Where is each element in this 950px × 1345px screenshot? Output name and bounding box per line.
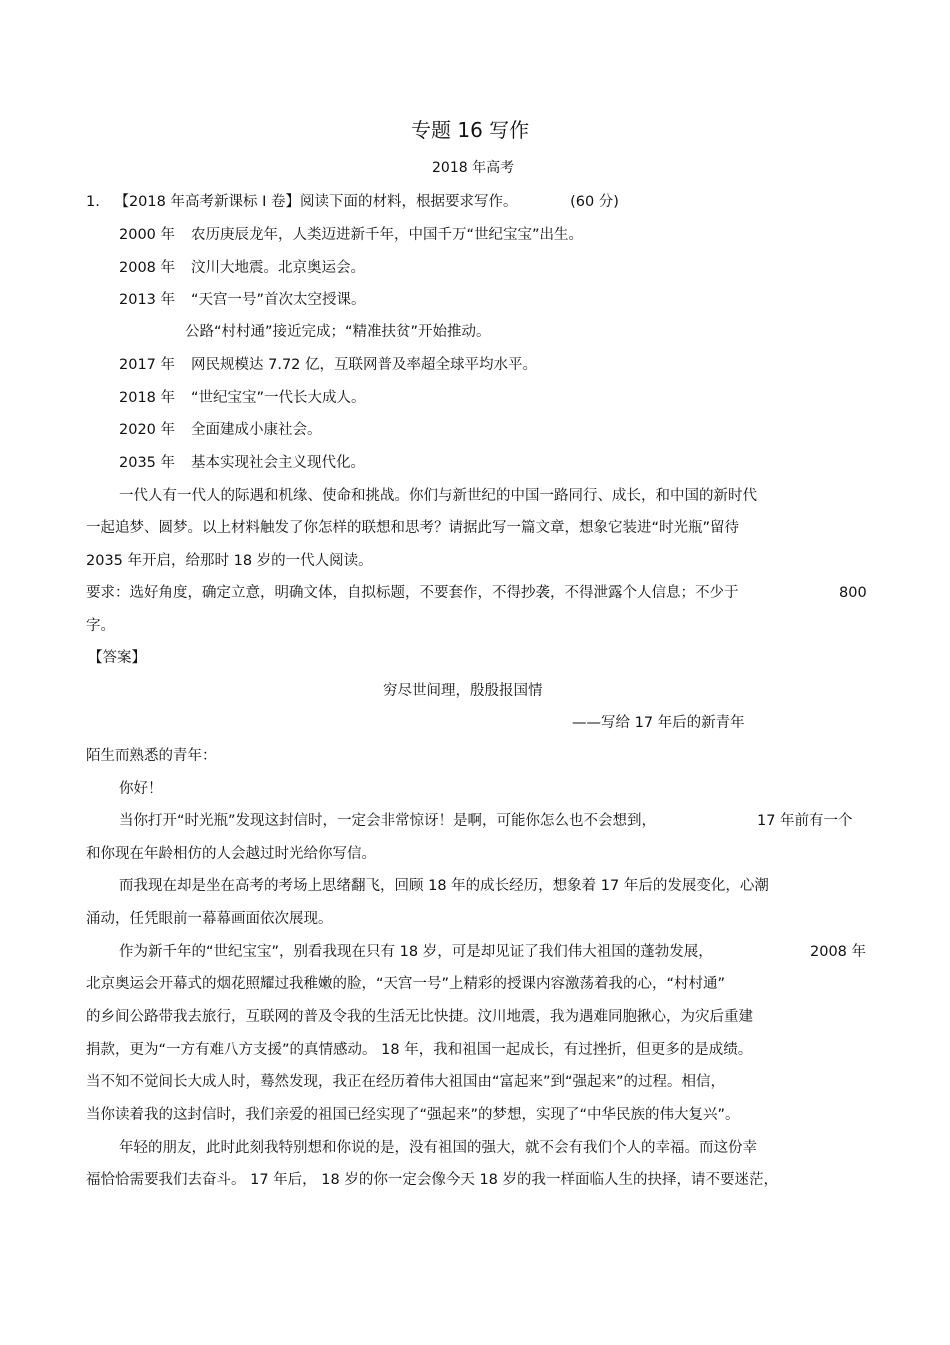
doc-title: 专题 16 写作 xyxy=(411,118,530,142)
essay-line: 当你读着我的这封信时，我们亲爱的祖国已经实现了“强起来”的梦想，实现了“中华民族的伟大复兴”。 xyxy=(86,1107,740,1123)
essay-line: 当不知不觉间长大成人时，蓦然发现，我正在经历着伟大祖国由“富起来”到“强起来”的过程。相信， xyxy=(86,1074,726,1090)
essay-line: 作为新千年的“世纪宝宝”，别看我现在只有 18 岁，可是却见证了我们伟大祖国的蓬勃发展， xyxy=(119,944,713,960)
essay-line-right: 2008 年 xyxy=(810,944,867,960)
essay-line: 福恰恰需要我们去奋斗。 17 年后， 18 岁的你一定会像今天 18 岁的我一样面临人生的抉择，请不要迷茫， xyxy=(86,1172,779,1188)
timeline-item xyxy=(119,388,879,408)
prompt-line: 一起追梦、圆梦。以上材料触发了你怎样的联想和思考？请据此写一篇文章，想象它装进“时光瓶”留待 xyxy=(86,520,740,536)
timeline-item xyxy=(119,290,879,310)
timeline-year: 2018 年 xyxy=(119,390,176,406)
prompt-line: 2035 年开启，给那时 18 岁的一代人阅读。 xyxy=(86,553,373,569)
essay-greeting: 你好！ xyxy=(119,781,163,797)
essay-line: 的乡间公路带我去旅行，互联网的普及令我的生活无比快捷。汶川地震，我为遇难同胞揪心，为灾后重建 xyxy=(86,1009,753,1025)
timeline-text: 全面建成小康社会。 xyxy=(191,422,322,438)
requirement-text: 要求：选好角度，确定立意，明确文体，自拟标题，不要套作，不得抄袭，不得泄露个人信息；不少于 xyxy=(86,585,739,601)
timeline-text: 汶川大地震。北京奥运会。 xyxy=(191,260,365,276)
doc-subtitle: 2018 年高考 xyxy=(432,160,515,176)
timeline-item xyxy=(119,453,879,473)
question-text: 【2018 年高考新课标 I 卷】阅读下面的材料，根据要求写作。 xyxy=(114,194,518,210)
essay-line: 年轻的朋友，此时此刻我特别想和你说的是，没有祖国的强大，就不会有我们个人的幸福。而这份幸 xyxy=(119,1140,757,1156)
timeline-item xyxy=(119,258,879,278)
timeline-year: 2000 年 xyxy=(119,227,176,243)
timeline-year: 2008 年 xyxy=(119,260,176,276)
timeline-year: 2020 年 xyxy=(119,422,176,438)
requirement-tail: 字。 xyxy=(86,618,115,634)
essay-line: 而我现在却是坐在高考的考场上思绪翻飞，回顾 18 年的成长经历，想象着 17 年后的发展变化，心潮 xyxy=(119,878,769,894)
essay-salutation: 陌生而熟悉的青年： xyxy=(86,748,217,764)
timeline-year: 2035 年 xyxy=(119,455,176,471)
timeline-text: “世纪宝宝”一代长大成人。 xyxy=(191,390,366,406)
requirement-number: 800 xyxy=(839,585,867,601)
timeline-item xyxy=(119,322,879,342)
answer-label: 【答案】 xyxy=(88,650,146,666)
timeline-text: 公路“村村通”接近完成；“精准扶贫”开始推动。 xyxy=(185,324,491,340)
timeline-text: 网民规模达 7.72 亿，互联网普及率超全球平均水平。 xyxy=(191,357,538,373)
timeline-text: 农历庚辰龙年，人类迈进新千年，中国千万“世纪宝宝”出生。 xyxy=(191,227,584,243)
essay-line: 和你现在年龄相仿的人会越过时光给你写信。 xyxy=(86,846,376,862)
question-score: (60 分) xyxy=(570,194,619,210)
prompt-line: 一代人有一代人的际遇和机缘、使命和挑战。你们与新世纪的中国一路同行、成长，和中国的新时代 xyxy=(119,488,757,504)
essay-line-right: 17 年前有一个 xyxy=(757,813,853,829)
essay-byline: ——写给 17 年后的新青年 xyxy=(572,715,745,731)
essay-line: 捐款，更为“一方有难八方支援”的真情感动。 18 年，我和祖国一起成长，有过挫折，但更多的是成绩。 xyxy=(86,1042,753,1058)
timeline-item xyxy=(119,355,879,375)
question-line xyxy=(86,192,619,212)
question-number: 1. xyxy=(86,194,100,210)
essay-line: 涌动，任凭眼前一幕幕画面依次展现。 xyxy=(86,911,333,927)
timeline-text: 基本实现社会主义现代化。 xyxy=(191,455,365,471)
timeline-item xyxy=(119,225,879,245)
timeline-text: “天宫一号”首次太空授课。 xyxy=(191,292,366,308)
timeline-item xyxy=(119,420,879,440)
timeline-year: 2013 年 xyxy=(119,292,176,308)
essay-line: 北京奥运会开幕式的烟花照耀过我稚嫩的脸，“天宫一号”上精彩的授课内容激荡着我的心，“村村通” xyxy=(86,976,726,992)
essay-title: 穷尽世间理，殷殷报国情 xyxy=(383,683,543,699)
timeline-year: 2017 年 xyxy=(119,357,176,373)
essay-line: 当你打开“时光瓶”发现这封信时，一定会非常惊讶！是啊，可能你怎么也不会想到， xyxy=(119,813,657,829)
